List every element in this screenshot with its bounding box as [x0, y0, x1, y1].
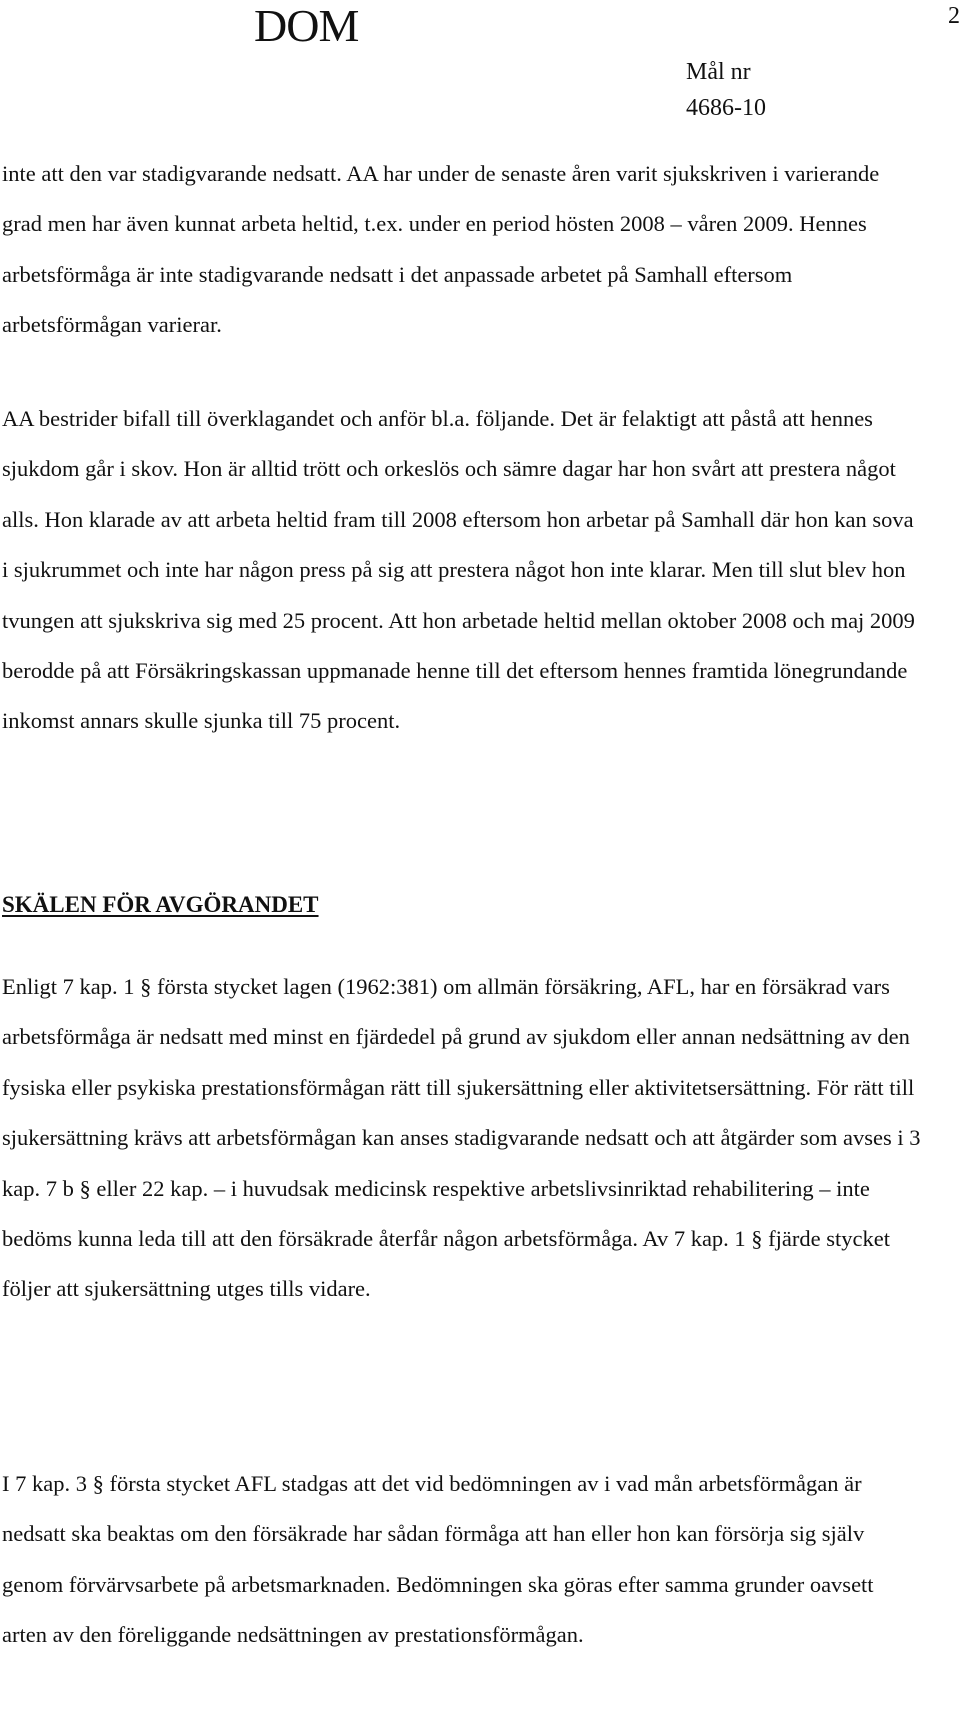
- document-title: DOM: [254, 0, 359, 51]
- paragraph-respondent-argument: AA bestrider bifall till överklagandet och anför bl.a. följande. Det är felaktigt att påstå att hennes sjukdom går i skov. Hon är alltid trött och orkeslös och sämre dagar har hon svårt att prestera något alls. Hon klarade av att arbeta heltid fram till 2008 eftersom hon arbetar på Samhall där hon kan sova i sjukrummet och inte har någon press på sig att prestera något hon inte klarar. Men till slut blev hon tvungen att sjukskriva sig med 25 procent. Att hon arbetade heltid mellan oktober 2008 och maj 2009 berodde på att Försäkringskassan uppmanade henne till det eftersom hennes framtida lönegrundande inkomst annars skulle sjunka till 75 procent.: [2, 406, 915, 734]
- paragraph-legal-basis: Enligt 7 kap. 1 § första stycket lagen (1962:381) om allmän försäkring, AFL, har en försäkrad vars arbetsförmåga är nedsatt med minst en fjärdedel på grund av sjukdom eller annan nedsättning av den fysiska eller psykiska prestationsförmågan rätt till sjukersättning eller aktivitetsersättning. För rätt till sjukersättning krävs att arbetsförmågan kan anses stadigvarande nedsatt och att åtgärder som avses i 3 kap. 7 b § eller 22 kap. – i huvudsak medicinsk respektive arbetslivsinriktad rehabilitering – inte bedöms kunna leda till att den försäkrade återfår någon arbetsförmåga. Av 7 kap. 1 § fjärde stycket följer att sjukersättning utges tills vidare.: [2, 974, 921, 1302]
- case-number: 4686-10: [686, 95, 766, 121]
- paragraph-assessment-criteria: I 7 kap. 3 § första stycket AFL stadgas att det vid bedömningen av i vad mån arbetsförmågan är nedsatt ska beaktas om den försäkrade har sådan förmåga att han eller hon kan försörja sig själv genom förvärvsarbete på arbetsmarknaden. Bedömningen ska göras efter samma grunder oavsett arten av den föreliggande nedsättningen av prestationsförmågan.: [2, 1471, 874, 1648]
- page-number: 2: [948, 3, 960, 29]
- section-heading: SKÄLEN FÖR AVGÖRANDET: [2, 892, 319, 917]
- paragraph-case-background: inte att den var stadigvarande nedsatt. AA har under de senaste åren varit sjukskriven i varierande grad men har även kunnat arbeta heltid, t.ex. under en period hösten 2008 – våren 2009. Hennes arbetsförmåga är inte stadigvarande nedsatt i det anpassade arbetet på Samhall eftersom arbetsförmågan varierar.: [2, 161, 880, 338]
- case-number-label: Mål nr: [686, 59, 751, 85]
